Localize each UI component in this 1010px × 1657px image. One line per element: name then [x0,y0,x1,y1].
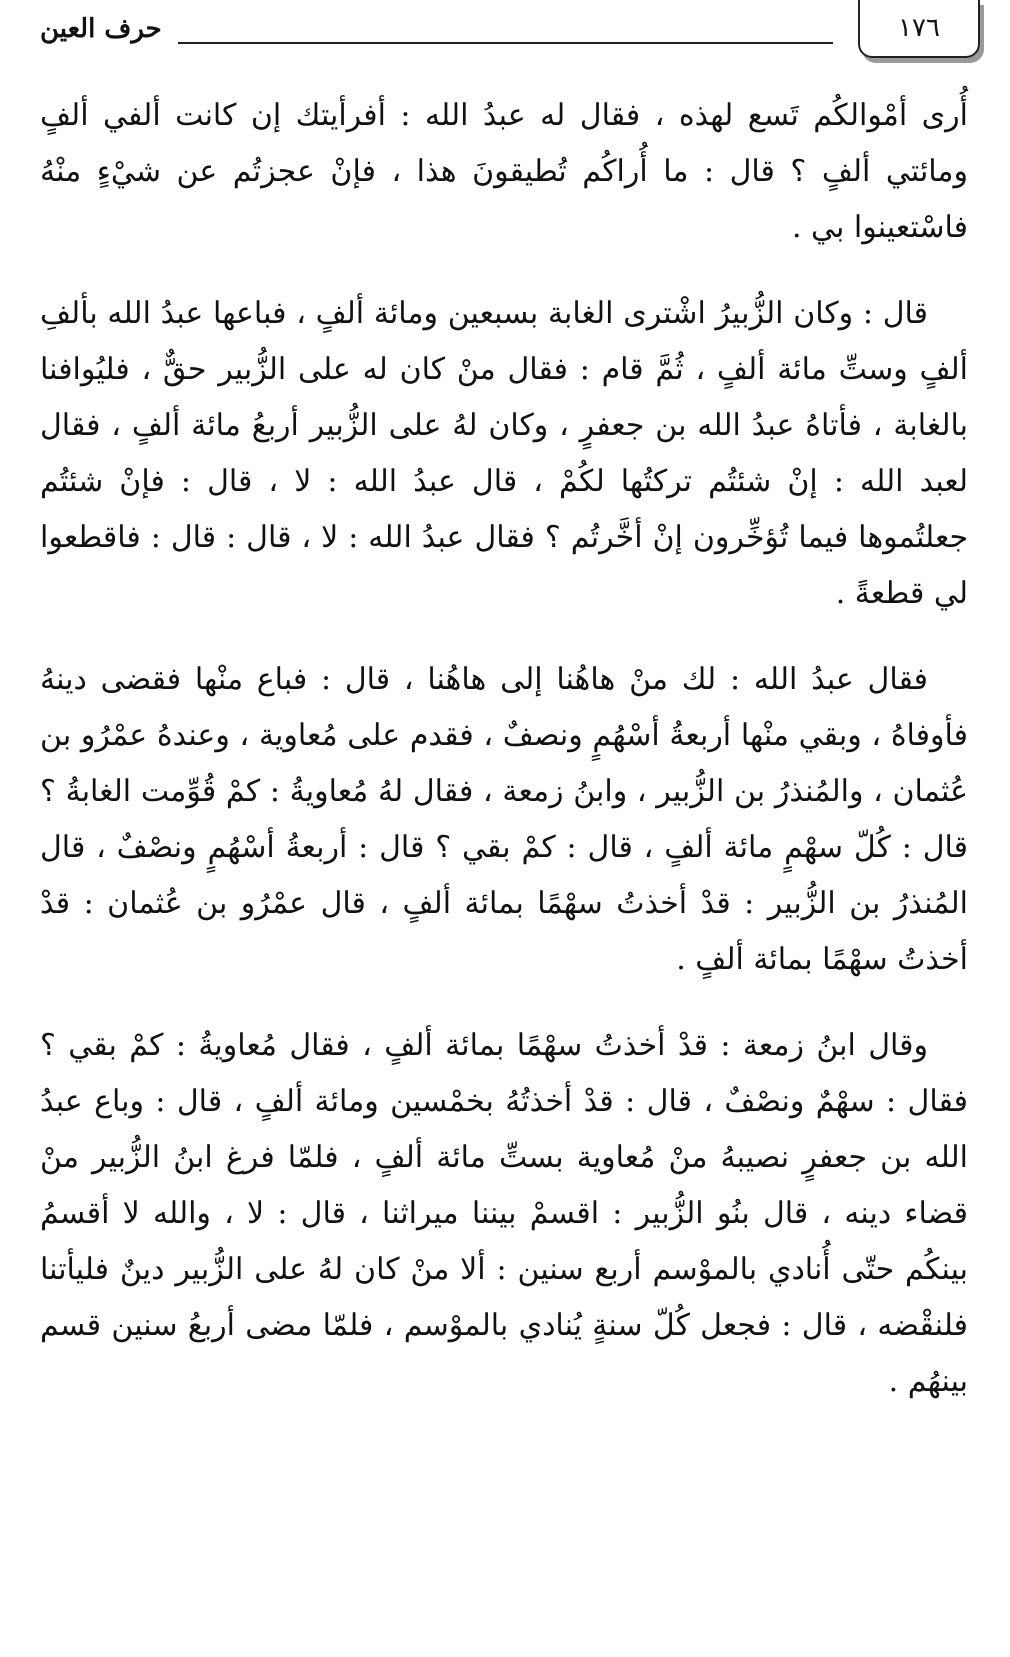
page-body [40,88,968,1440]
header-rule [178,42,833,44]
page-number: ١٧٦ [858,0,980,58]
paragraph-2: قال : وكان الزُّبيرُ اشْترى الغابة بسبعين ومائة ألفٍ ، فباعها عبدُ الله بألفِ ألفٍ وستِّ مائة ألفٍ ، ثُمَّ قام : فقال منْ كان له على الزُّبير حقٌّ ، فليُوافنا بالغابة ، فأتاهُ عبدُ الله بن جعفرٍ ، وكان لهُ على الزُّبير أربعُ مائة ألفٍ ، فقال لعبد الله : إنْ شئتُم تركتُها لكُمْ ، قال عبدُ الله : لا ، قال : فإنْ شئتُم جعلتُموها فيما تُؤخِّرون إنْ أخَّرتُم ؟ فقال عبدُ الله : لا ، قال : قال : فاقطعوا لي قطعةً . [40,296,968,611]
running-title: حرف العين [40,14,162,44]
paragraph-4: وقال ابنُ زمعة : قدْ أخذتُ سهْمًا بمائة ألفٍ ، فقال مُعاويةُ : كمْ بقي ؟ فقال : سهْمٌ ونصْفٌ ، قال : قدْ أخذتُهُ بخمْسين ومائة ألفٍ ، قال : وباع عبدُ الله بن جعفرٍ نصيبهُ منْ مُعاوية بستِّ مائة ألفٍ ، فلمّا فرغ ابنُ الزُّبير منْ قضاء دينه ، قال بنُو الزُّبير : اقسمْ بيننا ميراثنا ، قال : لا ، والله لا أقسمُ بينكُم حتّى أُنادي بالموْسم أربع سنين : ألا منْ كان لهُ على الزُّبير دينٌ فليأتنا فلنقْضه ، قال : فجعل كُلّ سنةٍ يُنادي بالموْسم ، فلمّا مضى أربعُ سنين قسم بينهُم . [40,1028,968,1399]
page-header [30,0,980,70]
paragraph-3: فقال عبدُ الله : لك منْ هاهُنا إلى هاهُنا ، قال : فباع منْها فقضى دينهُ فأوفاهُ ، وبقي منْها أربعةُ أسْهُمٍ ونصفٌ ، فقدم على مُعاوية ، وعندهُ عمْرُو بن عُثمان ، والمُنذرُ بن الزُّبير ، وابنُ زمعة ، فقال لهُ مُعاويةُ : كمْ قُوِّمت الغابةُ ؟ قال : كُلّ سهْمٍ مائة ألفٍ ، قال : كمْ بقي ؟ قال : أربعةُ أسْهُمٍ ونصْفٌ ، قال المُنذرُ بن الزُّبير : قدْ أخذتُ سهْمًا بمائة ألفٍ ، قال عمْرُو بن عُثمان : قدْ أخذتُ سهْمًا بمائة ألفٍ . [40,662,968,977]
paragraph-1: أُرى أمْوالكُم تَسع لهذه ، فقال له عبدُ الله : أفرأيتك إن كانت ألفي ألفٍ ومائتي ألفٍ ؟ قال : ما أُراكُم تُطيقونَ هذا ، فإنْ عجزتُم عن شيْءٍ منْهُ فاسْتعينوا بي . [40,98,968,245]
